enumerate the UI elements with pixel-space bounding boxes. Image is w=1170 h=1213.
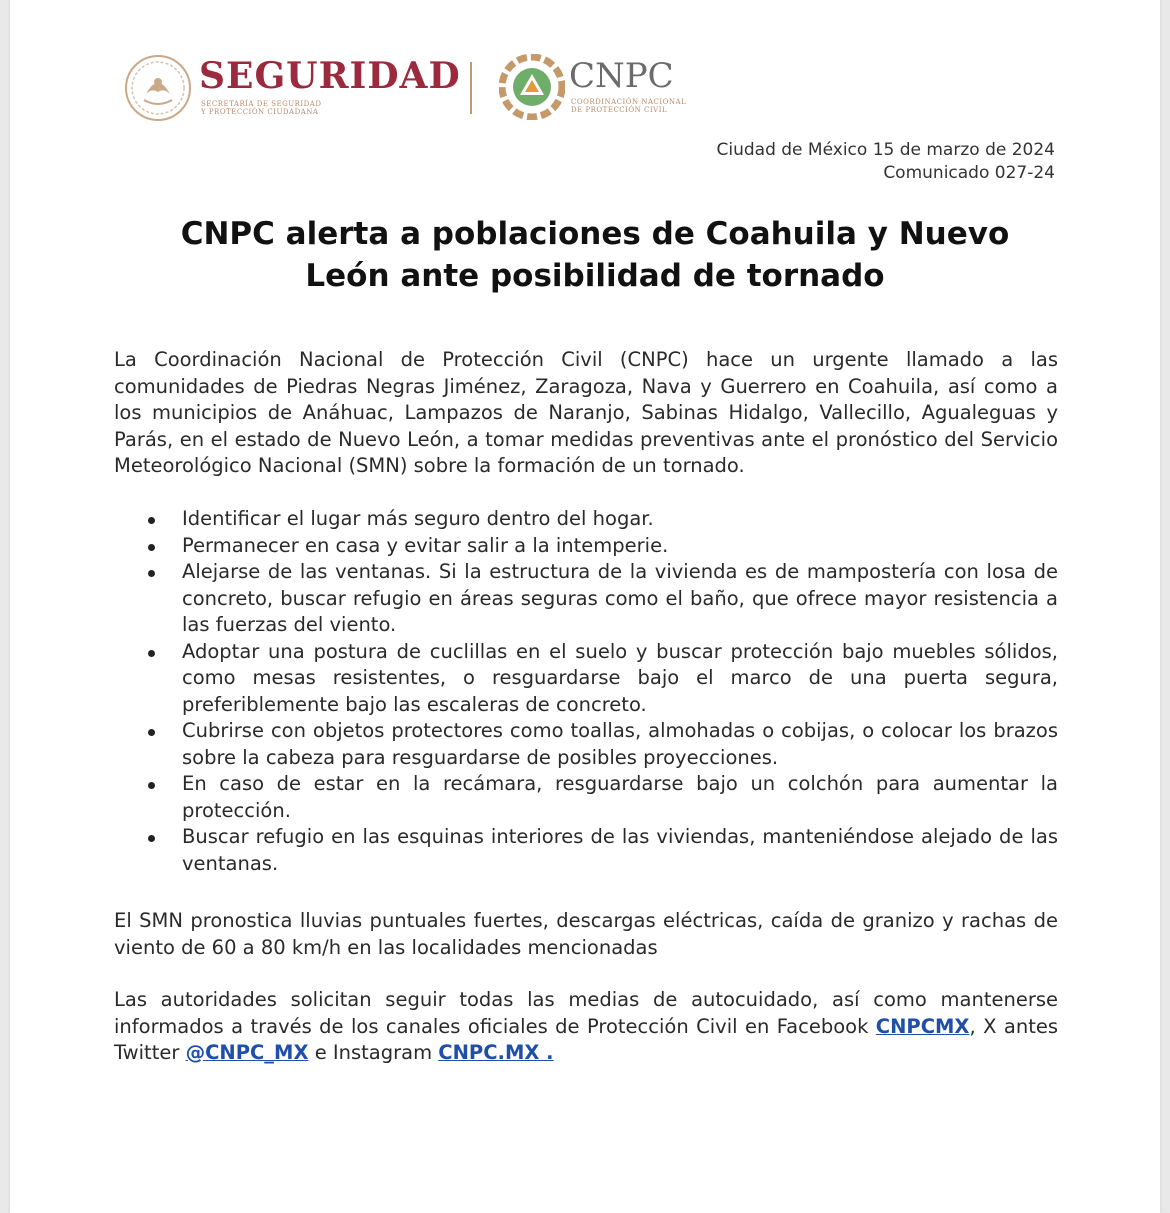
page-title xyxy=(120,213,1070,297)
list-item-text: Cubrirse con objetos protectores como toallas, almohadas o cobijas, o colocar los brazos sobre la cabeza para resguardarse de posibles proyecciones. xyxy=(182,719,1058,769)
cnpc-emblem-logo xyxy=(499,54,565,120)
list-item-text: Adoptar una postura de cuclillas en el suelo y buscar protección bajo muebles sólidos, como mesas resistentes, o resguardarse bajo el marco de una puerta segura, preferiblemente bajo las escaleras de concreto. xyxy=(182,639,1058,716)
seguridad-subtitle-line-2: Y PROTECCIÓN CIUDADANA xyxy=(201,108,319,116)
date-line: Ciudad de México 15 de marzo de 2024 xyxy=(716,140,1055,160)
bullet-icon xyxy=(148,729,155,736)
mexico-seal-logo xyxy=(124,54,192,122)
list-item xyxy=(114,639,1058,719)
closing-text-3: e Instagram xyxy=(308,1041,439,1064)
header-logos xyxy=(124,50,724,130)
forecast-paragraph: El SMN pronostica lluvias puntuales fuertes, descargas eléctricas, caída de granizo y rachas de viento de 60 a 80 km/h en las localidades mencionadas xyxy=(114,909,1058,959)
facebook-link[interactable]: CNPCMX xyxy=(875,1014,970,1038)
list-item-text: Permanecer en casa y evitar salir a la intemperie. xyxy=(182,533,669,557)
list-item xyxy=(114,533,1058,560)
list-item xyxy=(114,718,1058,771)
list-item xyxy=(114,771,1058,824)
seguridad-wordmark: SEGURIDAD xyxy=(199,55,461,97)
cnpc-wordmark: CNPC xyxy=(569,56,674,96)
logo-divider xyxy=(470,62,472,114)
communique-number: Comunicado 027-24 xyxy=(883,163,1055,183)
closing-text-2: , X antes Twitter xyxy=(114,1014,1058,1064)
seguridad-subtitle xyxy=(201,100,371,116)
bullet-icon xyxy=(148,782,155,789)
recommendations-list xyxy=(114,506,1058,877)
twitter-link[interactable]: @CNPC_MX xyxy=(185,1041,309,1064)
bullet-icon xyxy=(148,517,155,524)
cnpc-subtitle xyxy=(571,98,721,114)
list-item xyxy=(114,506,1058,533)
list-item-text: En caso de estar en la recámara, resguardarse bajo un colchón para aumentar la protección. xyxy=(182,772,1058,822)
list-item-text: Buscar refugio en las esquinas interiores de las viviendas, manteniéndose alejado de las ventanas. xyxy=(182,825,1058,875)
bullet-icon xyxy=(148,544,155,551)
title-line-2: León ante posibilidad de tornado xyxy=(305,258,885,294)
cnpc-subtitle-line-1: COORDINACIÓN NACIONAL xyxy=(571,98,687,106)
cnpc-subtitle-line-2: DE PROTECCIÓN CIVIL xyxy=(571,106,668,114)
list-item xyxy=(114,824,1058,877)
document-meta xyxy=(717,139,1056,185)
list-item-text: Identificar el lugar más seguro dentro del hogar. xyxy=(182,507,654,530)
closing-paragraph xyxy=(114,987,1058,1067)
seguridad-subtitle-line-1: SECRETARÍA DE SEGURIDAD xyxy=(201,100,322,108)
list-item xyxy=(114,559,1058,639)
intro-paragraph: La Coordinación Nacional de Protección Civil (CNPC) hace un urgente llamado a las comunidades de Piedras Negras Jiménez, Zaragoza, Nava y Guerrero en Coahuila, así como a los municipios de Anáhuac, Lampazos de Naranjo, Sabinas Hidalgo, Vallecillo, Agualeguas y Parás, en el estado de Nuevo León, a tomar medidas preventivas ante el pronóstico del Servicio Meteorológico Nacional (SMN) sobre la formación de un tornado. xyxy=(114,348,1058,477)
bullet-icon xyxy=(148,650,155,657)
closing-text-1: Las autoridades solicitan seguir todas las medias de autocuidado, así como mantenerse informados a través de los canales oficiales de Protección Civil en Facebook xyxy=(114,988,1058,1038)
instagram-link[interactable]: CNPC.MX . xyxy=(438,1041,554,1064)
document-page xyxy=(10,0,1160,1213)
bullet-icon xyxy=(148,835,155,842)
list-item-text: Alejarse de las ventanas. Si la estructura de la vivienda es de mampostería con losa de concreto, buscar refugio en áreas seguras como el baño, que ofrece mayor resistencia a las fuerzas del viento. xyxy=(182,560,1058,636)
title-line-1: CNPC alerta a poblaciones de Coahuila y Nuevo xyxy=(180,216,1010,252)
bullet-icon xyxy=(148,570,155,577)
